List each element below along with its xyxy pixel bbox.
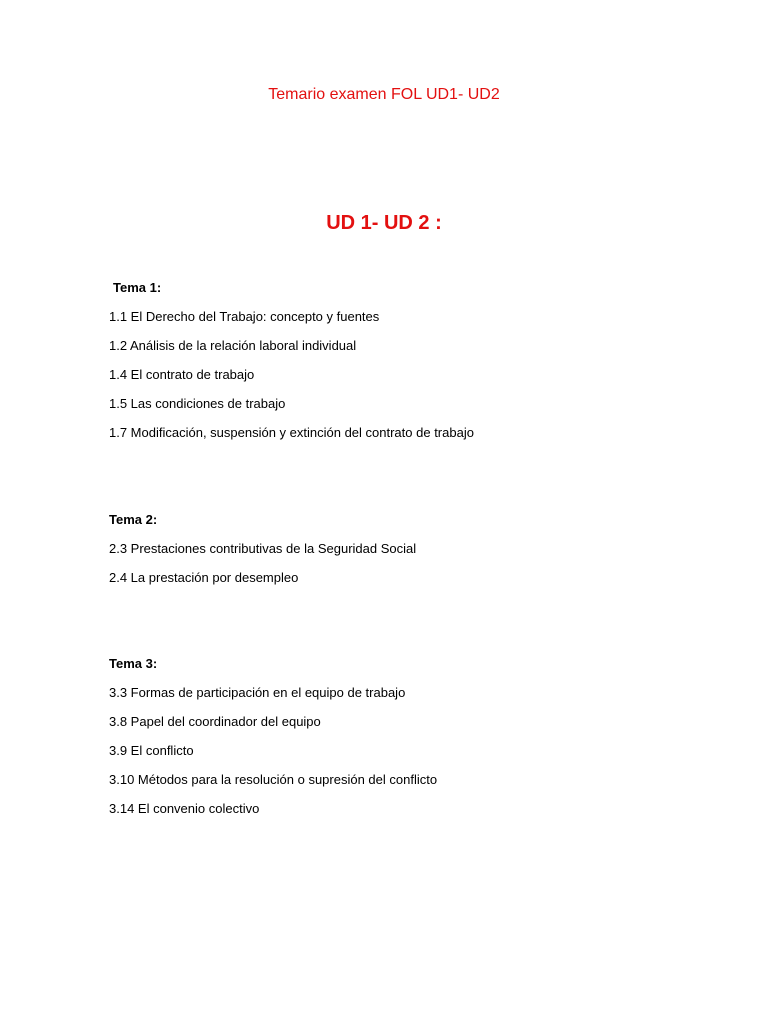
section-tema-1 — [109, 280, 474, 454]
list-item: 2.3 Prestaciones contributivas de la Seguridad Social — [109, 541, 417, 556]
list-item: 1.1 El Derecho del Trabajo: concepto y fuentes — [109, 309, 380, 324]
section-title: Tema 1: — [113, 280, 162, 295]
list-item: 3.3 Formas de participación en el equipo de trabajo — [109, 685, 406, 700]
list-item: 3.9 El conflicto — [109, 743, 194, 758]
section-tema-3 — [109, 656, 437, 830]
list-item: 1.5 Las condiciones de trabajo — [109, 396, 286, 411]
list-item: 2.4 La prestación por desempleo — [109, 570, 299, 585]
document-title: Temario examen FOL UD1- UD2 — [268, 86, 500, 103]
document-heading: UD 1- UD 2 : — [326, 212, 442, 234]
section-tema-2 — [109, 512, 416, 599]
list-item: 3.14 El convenio colectivo — [109, 801, 260, 816]
list-item: 1.4 El contrato de trabajo — [109, 367, 255, 382]
list-item: 1.7 Modificación, suspensión y extinción del contrato de trabajo — [109, 425, 474, 440]
section-title: Tema 3: — [109, 656, 158, 671]
list-item: 1.2 Análisis de la relación laboral individual — [109, 338, 357, 353]
list-item: 3.10 Métodos para la resolución o supresión del conflicto — [109, 772, 438, 787]
section-title: Tema 2: — [109, 512, 158, 527]
list-item: 3.8 Papel del coordinador del equipo — [109, 714, 321, 729]
